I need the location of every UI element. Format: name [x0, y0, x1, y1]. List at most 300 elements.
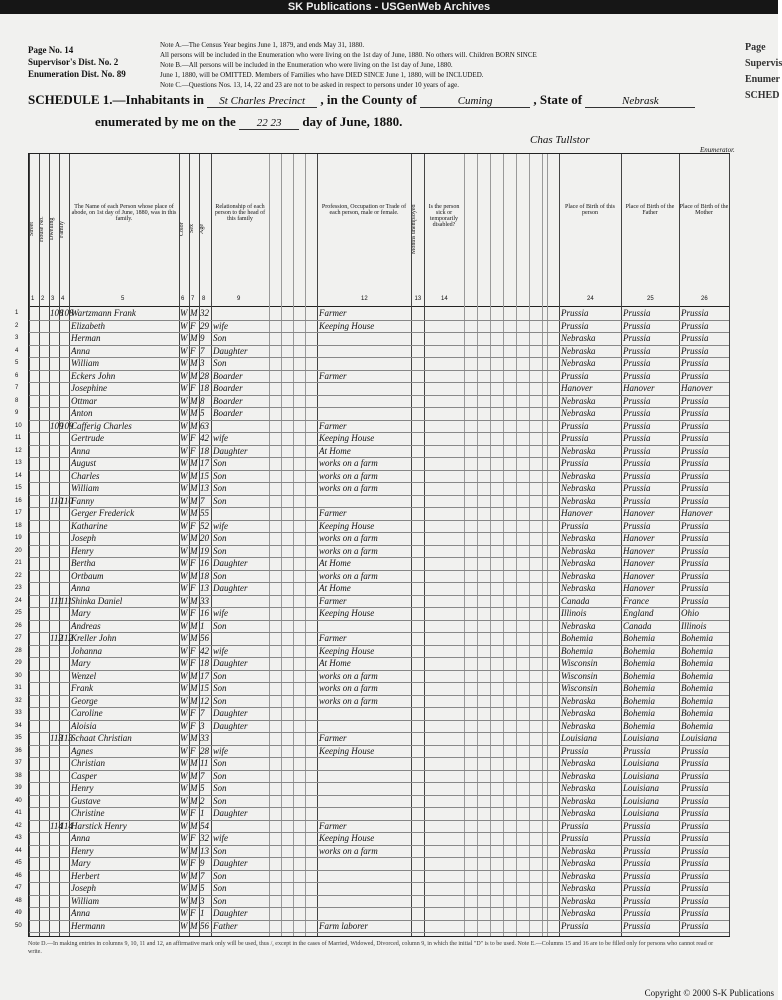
cell-age: 18: [200, 570, 209, 581]
census-row: [15, 832, 729, 845]
cell-age: 3: [200, 720, 205, 731]
cell-bm: Prussia: [681, 795, 709, 806]
cell-rel: Son: [213, 570, 227, 581]
line-number: 23: [15, 585, 22, 591]
cell-bm: Bohemia: [681, 708, 713, 718]
cell-color: W: [180, 420, 188, 431]
cell-bm: Prussia: [681, 820, 709, 831]
line-number: 40: [15, 797, 22, 804]
cell-bm: Prussia: [681, 845, 709, 856]
line-number: 12: [15, 447, 22, 454]
cell-b: Nebraska: [561, 908, 596, 918]
cell-bf: Bohemia: [623, 633, 655, 643]
cell-sex: M: [190, 633, 198, 643]
cell-sex: M: [190, 820, 198, 831]
cell-occ: Farmer: [319, 633, 347, 643]
census-row: [15, 470, 729, 483]
cell-occ: works on a farm: [319, 483, 378, 493]
cell-bm: Prussia: [681, 333, 709, 343]
page-number: Page No. 14: [28, 45, 74, 55]
cell-age: 7: [200, 495, 205, 506]
cell-rel: Father: [213, 920, 238, 931]
cell-name: Hermann: [71, 920, 105, 931]
cell-rel: Son: [213, 770, 227, 781]
cell-bf: Prussia: [623, 320, 651, 331]
cell-bf: Prussia: [623, 820, 651, 831]
cell-rel: Daughter: [213, 720, 248, 731]
cell-age: 17: [200, 458, 209, 468]
cell-occ: Farmer: [319, 308, 347, 318]
line-number: 36: [15, 747, 22, 754]
cell-name: Agnes: [71, 745, 93, 756]
cell-occ: works on a farm: [319, 695, 378, 706]
cell-sex: M: [190, 670, 198, 681]
line-number: 17: [15, 510, 22, 516]
cell-name: Gustave: [71, 795, 101, 806]
cell-b: Prussia: [561, 745, 589, 756]
cell-color: W: [180, 820, 188, 831]
column-header-label: Color: [179, 222, 185, 236]
cell-bm: Prussia: [681, 395, 709, 406]
cell-bf: Louisiana: [623, 733, 660, 743]
cell-bm: Prussia: [681, 583, 709, 593]
cell-occ: Farmer: [319, 733, 347, 743]
column-number: 8: [202, 296, 206, 302]
census-row: [15, 482, 729, 495]
cell-bm: Prussia: [681, 920, 709, 931]
cell-bm: Prussia: [681, 883, 709, 893]
cell-rel: wife: [213, 320, 228, 331]
cell-rel: Son: [213, 470, 227, 481]
cell-bf: Prussia: [623, 483, 651, 493]
cell-sex: F: [190, 345, 196, 356]
cell-b: Nebraska: [561, 808, 596, 818]
day-label: day of June, 1880.: [302, 114, 403, 129]
census-row: [15, 732, 729, 745]
cell-bm: Prussia: [681, 408, 709, 418]
cell-color: W: [180, 833, 188, 843]
cell-sex: M: [190, 358, 198, 368]
cell-age: 29: [200, 320, 209, 331]
cell-color: W: [180, 495, 188, 506]
cell-sex: F: [190, 908, 196, 918]
cell-age: 15: [200, 683, 209, 693]
cell-bm: Prussia: [681, 458, 709, 468]
cell-age: 7: [200, 770, 205, 781]
cell-age: 3: [200, 358, 205, 368]
cell-f: 110: [60, 495, 73, 506]
cell-sex: M: [190, 845, 198, 856]
census-row: [15, 707, 729, 720]
line-number: 46: [15, 872, 22, 879]
cell-age: 11: [200, 758, 209, 768]
cell-name: Henry: [71, 783, 94, 793]
cell-bm: Prussia: [681, 520, 709, 531]
cell-color: W: [180, 783, 188, 793]
cell-bm: Prussia: [681, 345, 709, 356]
census-row: [15, 532, 729, 545]
cell-color: W: [180, 433, 188, 443]
cell-bm: Prussia: [681, 770, 709, 781]
cell-sex: M: [190, 308, 198, 318]
cell-sex: M: [190, 770, 198, 781]
edge-text: Enumer: [745, 74, 780, 85]
cell-b: Nebraska: [561, 408, 596, 418]
cell-name: Wartzmann Frank: [71, 308, 136, 318]
census-row: [15, 595, 729, 608]
cell-sex: M: [190, 395, 198, 406]
line-number: 10: [15, 422, 22, 429]
cell-color: W: [180, 733, 188, 743]
line-number: 22: [15, 572, 22, 579]
cell-rel: Son: [213, 870, 227, 881]
cell-age: 5: [200, 883, 205, 893]
cell-color: W: [180, 320, 188, 331]
cell-b: Wisconsin: [561, 658, 598, 668]
cell-bf: Prussia: [623, 495, 651, 506]
cell-occ: works on a farm: [319, 458, 378, 468]
cell-bf: Prussia: [623, 858, 651, 868]
line-number: 5: [15, 360, 19, 366]
cell-f: 112: [60, 633, 73, 643]
cell-bf: Prussia: [623, 870, 651, 881]
cell-bf: Bohemia: [623, 658, 655, 668]
cell-sex: F: [190, 658, 196, 668]
enumeration-days: 22 23: [239, 117, 299, 130]
column-header-label: Months unemployed: [411, 204, 417, 254]
county-label: , in the County of: [320, 92, 417, 107]
cell-name: Anna: [71, 833, 90, 843]
edge-text: Supervis: [745, 58, 782, 69]
cell-bf: Hanover: [623, 545, 655, 556]
cell-b: Bohemia: [561, 633, 593, 643]
cell-name: Ottmar: [71, 395, 98, 406]
cell-name: Cafferig Charles: [71, 420, 132, 431]
line-number: 35: [15, 735, 22, 741]
census-table: [15, 153, 730, 937]
cell-bm: Bohemia: [681, 683, 713, 693]
cell-age: 54: [200, 820, 209, 831]
cell-rel: Son: [213, 883, 227, 893]
cell-bm: Bohemia: [681, 633, 713, 643]
cell-b: Nebraska: [561, 708, 596, 718]
census-row: [15, 357, 729, 370]
census-row: [15, 920, 729, 933]
cell-rel: Son: [213, 533, 227, 543]
cell-bm: Prussia: [681, 595, 709, 606]
cell-bf: Prussia: [623, 833, 651, 843]
line-number: 47: [15, 885, 22, 891]
column-number: 3: [51, 296, 55, 302]
cell-rel: Daughter: [213, 583, 248, 593]
cell-occ: At Home: [319, 445, 351, 456]
column-header-label: Dwelling: [49, 217, 55, 241]
cell-bm: Prussia: [681, 320, 709, 331]
cell-bf: Bohemia: [623, 683, 655, 693]
column-number: 9: [237, 296, 241, 302]
cell-bf: Bohemia: [623, 720, 655, 731]
cell-color: W: [180, 483, 188, 493]
line-number: 4: [15, 347, 19, 354]
cell-bf: Prussia: [623, 358, 651, 368]
cell-b: Nebraska: [561, 483, 596, 493]
line-number: 2: [15, 322, 19, 329]
cell-bm: Hanover: [681, 508, 713, 518]
cell-color: W: [180, 670, 188, 681]
cell-b: Nebraska: [561, 783, 596, 793]
cell-color: W: [180, 658, 188, 668]
cell-bf: Prussia: [623, 908, 651, 918]
cell-bm: Prussia: [681, 445, 709, 456]
cell-sex: M: [190, 533, 198, 543]
cell-rel: Son: [213, 695, 227, 706]
cell-b: Nebraska: [561, 395, 596, 406]
cell-age: 18: [200, 383, 209, 393]
cell-bm: Illinois: [681, 620, 707, 631]
line-number: 32: [15, 697, 22, 704]
note-b2: June 1, 1880, will be OMITTED. Members of Families who have DIED SINCE June 1, 1880, will be INCLUDED.: [160, 71, 484, 79]
census-row: [15, 545, 729, 558]
state-label: , State of: [533, 92, 583, 107]
cell-f: 109: [60, 420, 74, 431]
line-number: 42: [15, 822, 22, 829]
cell-d: 108: [50, 308, 64, 318]
cell-color: W: [180, 620, 188, 631]
cell-bf: Prussia: [623, 883, 651, 893]
cell-sex: F: [190, 383, 196, 393]
cell-color: W: [180, 808, 188, 818]
note-a: Note A.—The Census Year begins June 1, 1879, and ends May 31, 1880.: [160, 41, 365, 49]
cell-rel: Daughter: [213, 808, 248, 818]
cell-b: Nebraska: [561, 795, 596, 806]
cell-sex: M: [190, 595, 198, 606]
census-row: [15, 420, 729, 433]
cell-age: 42: [200, 433, 209, 443]
column-header-label: Age: [199, 224, 205, 234]
cell-color: W: [180, 595, 188, 606]
cell-rel: Daughter: [213, 345, 248, 356]
cell-bm: Prussia: [681, 808, 709, 818]
cell-bf: Prussia: [623, 395, 651, 406]
line-number: 13: [15, 460, 22, 466]
census-row: [15, 632, 729, 645]
cell-bm: Prussia: [681, 858, 709, 868]
census-row: [15, 557, 729, 570]
cell-bf: Hanover: [623, 558, 655, 568]
census-row: [15, 432, 729, 445]
cell-age: 32: [200, 308, 209, 318]
cell-bf: Hanover: [623, 533, 655, 543]
cell-rel: Daughter: [213, 558, 248, 568]
census-row: [15, 345, 729, 358]
cell-name: Charles: [71, 470, 100, 481]
cell-b: Wisconsin: [561, 683, 598, 693]
column-number: 4: [61, 296, 65, 302]
cell-age: 28: [200, 745, 209, 756]
column-header-label: Is the person sick or temporarily disabled?: [428, 204, 460, 228]
cell-occ: Keeping House: [319, 433, 375, 443]
cell-sex: M: [190, 783, 198, 793]
column-number: 25: [647, 296, 654, 302]
column-number: 12: [361, 296, 368, 302]
cell-bf: France: [623, 595, 649, 606]
cell-bf: Louisiana: [623, 795, 660, 806]
column-number: 13: [414, 296, 422, 302]
cell-sex: F: [190, 645, 196, 656]
cell-bf: Canada: [623, 620, 652, 631]
line-number: 34: [15, 722, 22, 729]
cell-color: W: [180, 570, 188, 581]
cell-rel: Boarder: [213, 370, 243, 381]
census-row: [15, 682, 729, 695]
cell-sex: M: [190, 370, 198, 381]
cell-age: 1: [200, 620, 205, 631]
cell-name: Caroline: [71, 708, 103, 718]
cell-age: 15: [200, 470, 209, 481]
cell-occ: Keeping House: [319, 833, 375, 843]
cell-age: 52: [200, 520, 209, 531]
census-row: [15, 820, 729, 833]
line-number: 19: [15, 535, 22, 541]
cell-bm: Prussia: [681, 745, 709, 756]
column-number: 1: [31, 296, 35, 302]
cell-bf: Louisiana: [623, 758, 660, 768]
cell-occ: works on a farm: [319, 570, 378, 581]
cell-b: Nebraska: [561, 870, 596, 881]
cell-color: W: [180, 720, 188, 731]
cell-color: W: [180, 345, 188, 356]
cell-b: Nebraska: [561, 758, 596, 768]
cell-sex: F: [190, 558, 196, 568]
cell-color: W: [180, 520, 188, 531]
cell-bf: Hanover: [623, 570, 655, 581]
cell-name: Casper: [71, 770, 98, 781]
cell-color: W: [180, 845, 188, 856]
cell-color: W: [180, 383, 188, 393]
cell-name: Wenzel: [71, 670, 97, 681]
cell-age: 18: [200, 445, 209, 456]
column-number: 6: [181, 296, 185, 302]
census-row: [15, 870, 729, 883]
cell-b: Nebraska: [561, 345, 596, 356]
cell-sex: M: [190, 883, 198, 893]
cell-occ: Keeping House: [319, 745, 375, 756]
cell-age: 9: [200, 333, 205, 343]
cell-age: 5: [200, 408, 205, 418]
cell-bm: Prussia: [681, 420, 709, 431]
census-row: [15, 307, 729, 320]
cell-bf: Bohemia: [623, 670, 655, 681]
cell-d: 112: [50, 633, 63, 643]
cell-name: William: [71, 483, 100, 493]
cell-age: 1: [200, 908, 205, 918]
line-number: 16: [15, 497, 22, 504]
cell-rel: Son: [213, 783, 227, 793]
census-row: [15, 907, 729, 920]
cell-color: W: [180, 533, 188, 543]
cell-rel: Son: [213, 620, 227, 631]
cell-age: 7: [200, 870, 205, 881]
census-row: [15, 807, 729, 820]
cell-bm: Prussia: [681, 433, 709, 443]
cell-bm: Prussia: [681, 545, 709, 556]
line-number: 21: [15, 560, 22, 566]
cell-sex: M: [190, 408, 198, 418]
enumerated-label: enumerated by me on the: [95, 114, 236, 129]
cell-occ: works on a farm: [319, 670, 378, 681]
cell-bf: Prussia: [623, 433, 651, 443]
cell-age: 3: [200, 895, 205, 906]
census-row: [15, 670, 729, 683]
cell-sex: F: [190, 708, 196, 718]
cell-rel: Daughter: [213, 445, 248, 456]
census-row: [15, 507, 729, 520]
cell-age: 56: [200, 633, 209, 643]
cell-age: 2: [200, 795, 205, 806]
cell-occ: Keeping House: [319, 645, 375, 656]
census-row: [15, 445, 729, 458]
cell-rel: Boarder: [213, 408, 243, 418]
line-number: 50: [15, 922, 22, 929]
cell-bf: Hanover: [623, 583, 655, 593]
cell-name: Christine: [71, 808, 105, 818]
cell-rel: Boarder: [213, 395, 243, 406]
cell-bm: Prussia: [681, 870, 709, 881]
cell-b: Louisiana: [561, 733, 598, 743]
line-number: 33: [15, 710, 22, 716]
cell-sex: F: [190, 608, 196, 618]
cell-name: Mary: [71, 608, 91, 618]
cell-d: 114: [50, 820, 63, 831]
census-row: [15, 520, 729, 533]
cell-bm: Ohio: [681, 608, 699, 618]
cell-occ: Farmer: [319, 420, 347, 431]
cell-color: W: [180, 695, 188, 706]
column-header-label: Place of Birth of this person: [565, 204, 615, 216]
cell-rel: Boarder: [213, 383, 243, 393]
cell-bf: Hanover: [623, 383, 655, 393]
line-number: 8: [15, 397, 19, 404]
cell-color: W: [180, 608, 188, 618]
cell-occ: works on a farm: [319, 845, 378, 856]
cell-color: W: [180, 758, 188, 768]
census-row: [15, 720, 729, 733]
cell-sex: M: [190, 870, 198, 881]
cell-name: Mary: [71, 858, 91, 868]
census-row: [15, 895, 729, 908]
cell-sex: M: [190, 758, 198, 768]
county-name: Cuming: [420, 95, 530, 108]
cell-age: 33: [200, 595, 209, 606]
line-number: 27: [15, 635, 22, 641]
cell-b: Canada: [561, 595, 590, 606]
cell-rel: Son: [213, 670, 227, 681]
census-row: [15, 857, 729, 870]
cell-bm: Prussia: [681, 895, 709, 906]
cell-bf: England: [623, 608, 654, 618]
cell-name: Henry: [71, 845, 94, 856]
census-row: [15, 695, 729, 708]
row-divider: [29, 932, 729, 933]
cell-b: Nebraska: [561, 445, 596, 456]
cell-bm: Prussia: [681, 495, 709, 506]
cell-b: Nebraska: [561, 333, 596, 343]
cell-b: Nebraska: [561, 770, 596, 781]
cell-color: W: [180, 333, 188, 343]
cell-f: 113: [60, 733, 73, 743]
cell-sex: M: [190, 570, 198, 581]
cell-bm: Prussia: [681, 783, 709, 793]
